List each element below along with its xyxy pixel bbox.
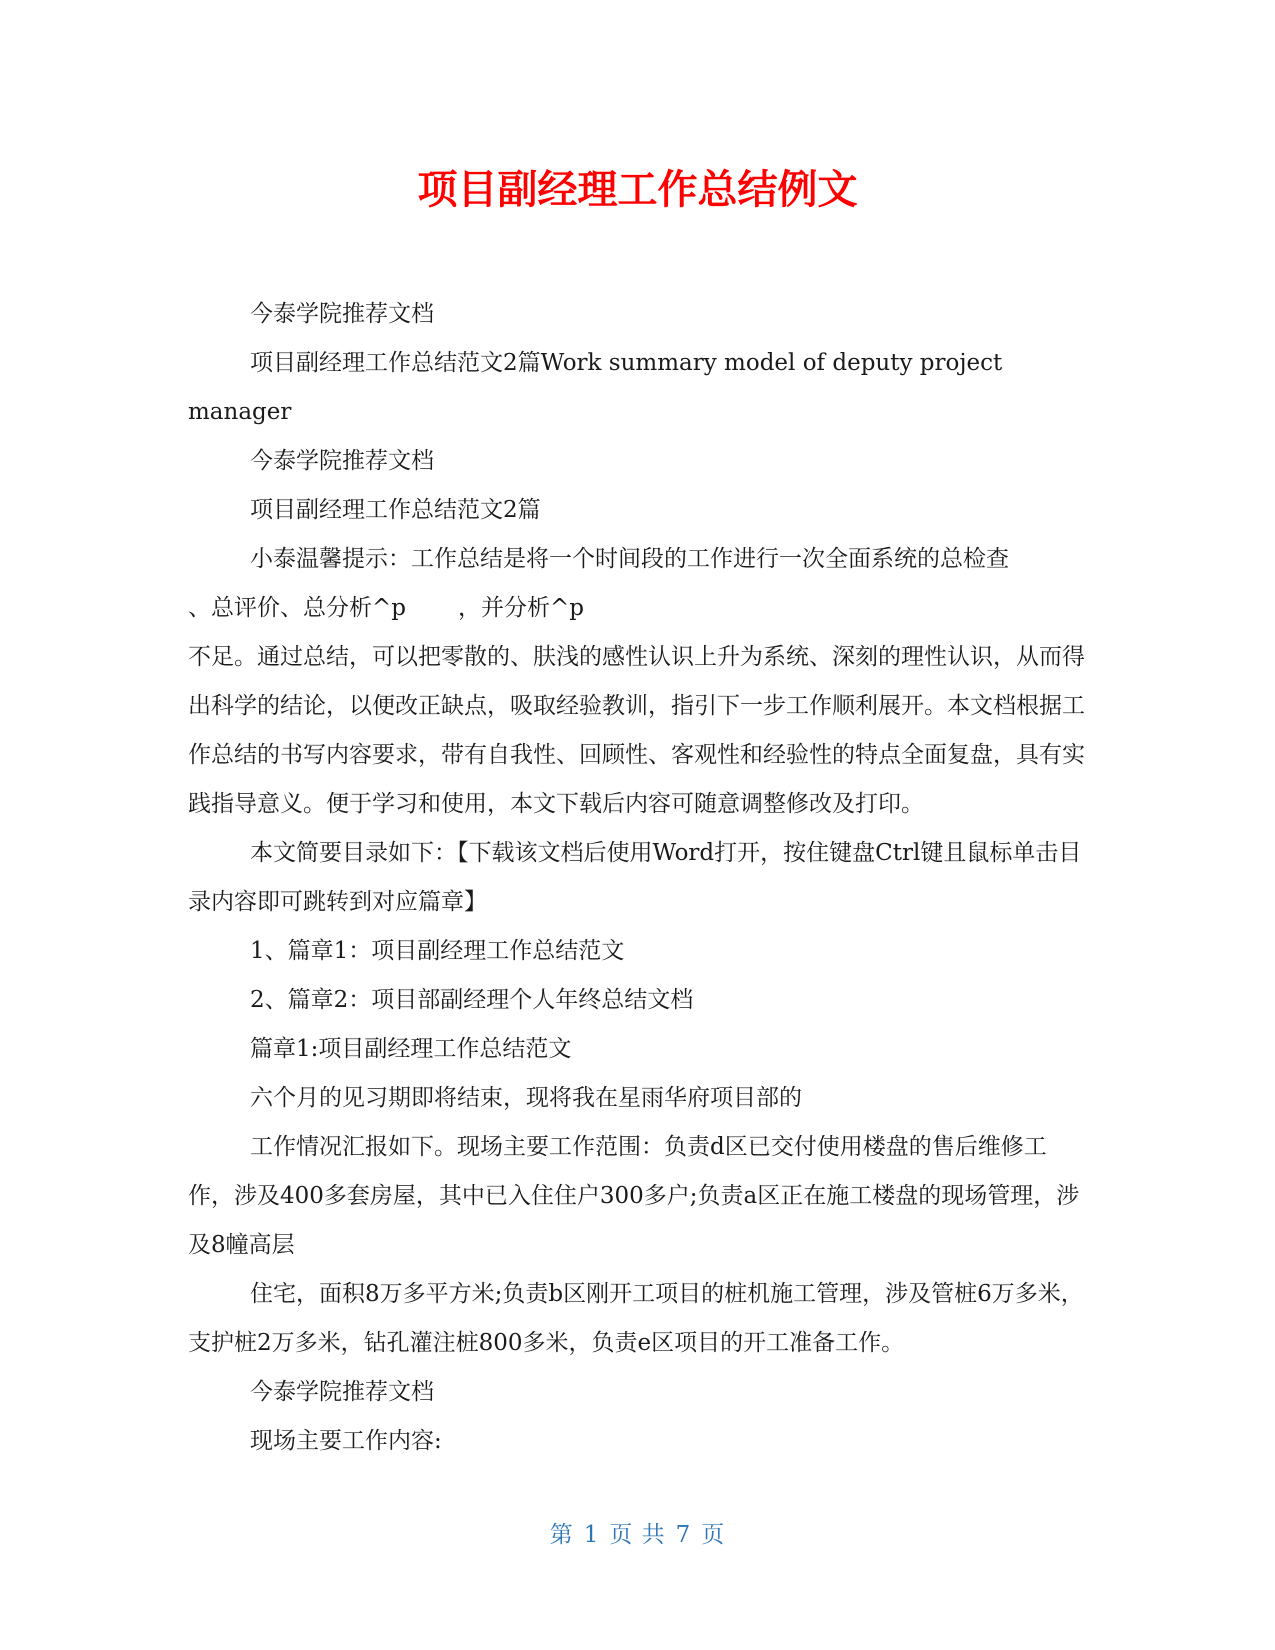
document-title: 项目副经理工作总结例文 [417, 167, 858, 213]
page-current: 1 [583, 1522, 600, 1548]
paragraph [188, 584, 1088, 633]
page-total: 7 [675, 1522, 692, 1548]
text-fragment: 、总评价、总分析^p [188, 595, 406, 621]
paragraph: 项目副经理工作总结范文2篇Work summary model of deputy project [250, 350, 1003, 376]
paragraph: 小泰温馨提示：工作总结是将一个时间段的工作进行一次全面系统的总检查 [250, 546, 1009, 572]
footer-prefix: 第 [549, 1522, 574, 1548]
footer-suffix: 页 [701, 1522, 726, 1548]
paragraph: 现场主要工作内容: [250, 1428, 442, 1454]
text-fragment: ，并分析^p [458, 595, 584, 621]
paragraph: 今泰学院推荐文档 [250, 1379, 434, 1405]
toc-item[interactable]: 1、篇章1：项目副经理工作总结范文 [250, 938, 625, 964]
footer-mid: 页 共 [609, 1522, 666, 1548]
paragraph: 六个月的见习期即将结束，现将我在星雨华府项目部的 [250, 1085, 802, 1111]
toc-item[interactable]: 2、篇章2：项目部副经理个人年终总结文档 [250, 987, 694, 1013]
paragraph: 不足。通过总结，可以把零散的、肤浅的感性认识上升为系统、深刻的理性认识，从而得出科学的结论，以便改正缺点，吸取经验教训，指引下一步工作顺利展开。本文档根据工作总结的书写内容要求，带有自我性、回顾性、客观性和经验性的特点全面复盘，具有实践指导意义。便于学习和使用，本文下载后内容可随意调整修改及打印。 [188, 644, 1085, 817]
paragraph: 今泰学院推荐文档 [250, 301, 434, 327]
paragraph: 住宅，面积8万多平方米;负责b区刚开工项目的桩机施工管理，涉及管桩6万多米，支护桩2万多米，钻孔灌注桩800多米，负责e区项目的开工准备工作。 [188, 1281, 1084, 1356]
paragraph: 今泰学院推荐文档 [250, 448, 434, 474]
paragraph: manager [188, 399, 292, 425]
paragraph: 工作情况汇报如下。现场主要工作范围：负责d区已交付使用楼盘的售后维修工作，涉及400多套房屋，其中已入住住户300多户;负责a区正在施工楼盘的现场管理，涉及8幢高层 [188, 1134, 1080, 1258]
paragraph: 项目副经理工作总结范文2篇 [250, 497, 541, 523]
document-body [188, 290, 1088, 1466]
paragraph: 本文简要目录如下：【下载该文档后使用Word打开，按住键盘Ctrl键且鼠标单击目录内容即可跳转到对应篇章】 [188, 840, 1082, 915]
section-heading: 篇章1:项目副经理工作总结范文 [250, 1036, 572, 1062]
page-footer [0, 1520, 1275, 1550]
